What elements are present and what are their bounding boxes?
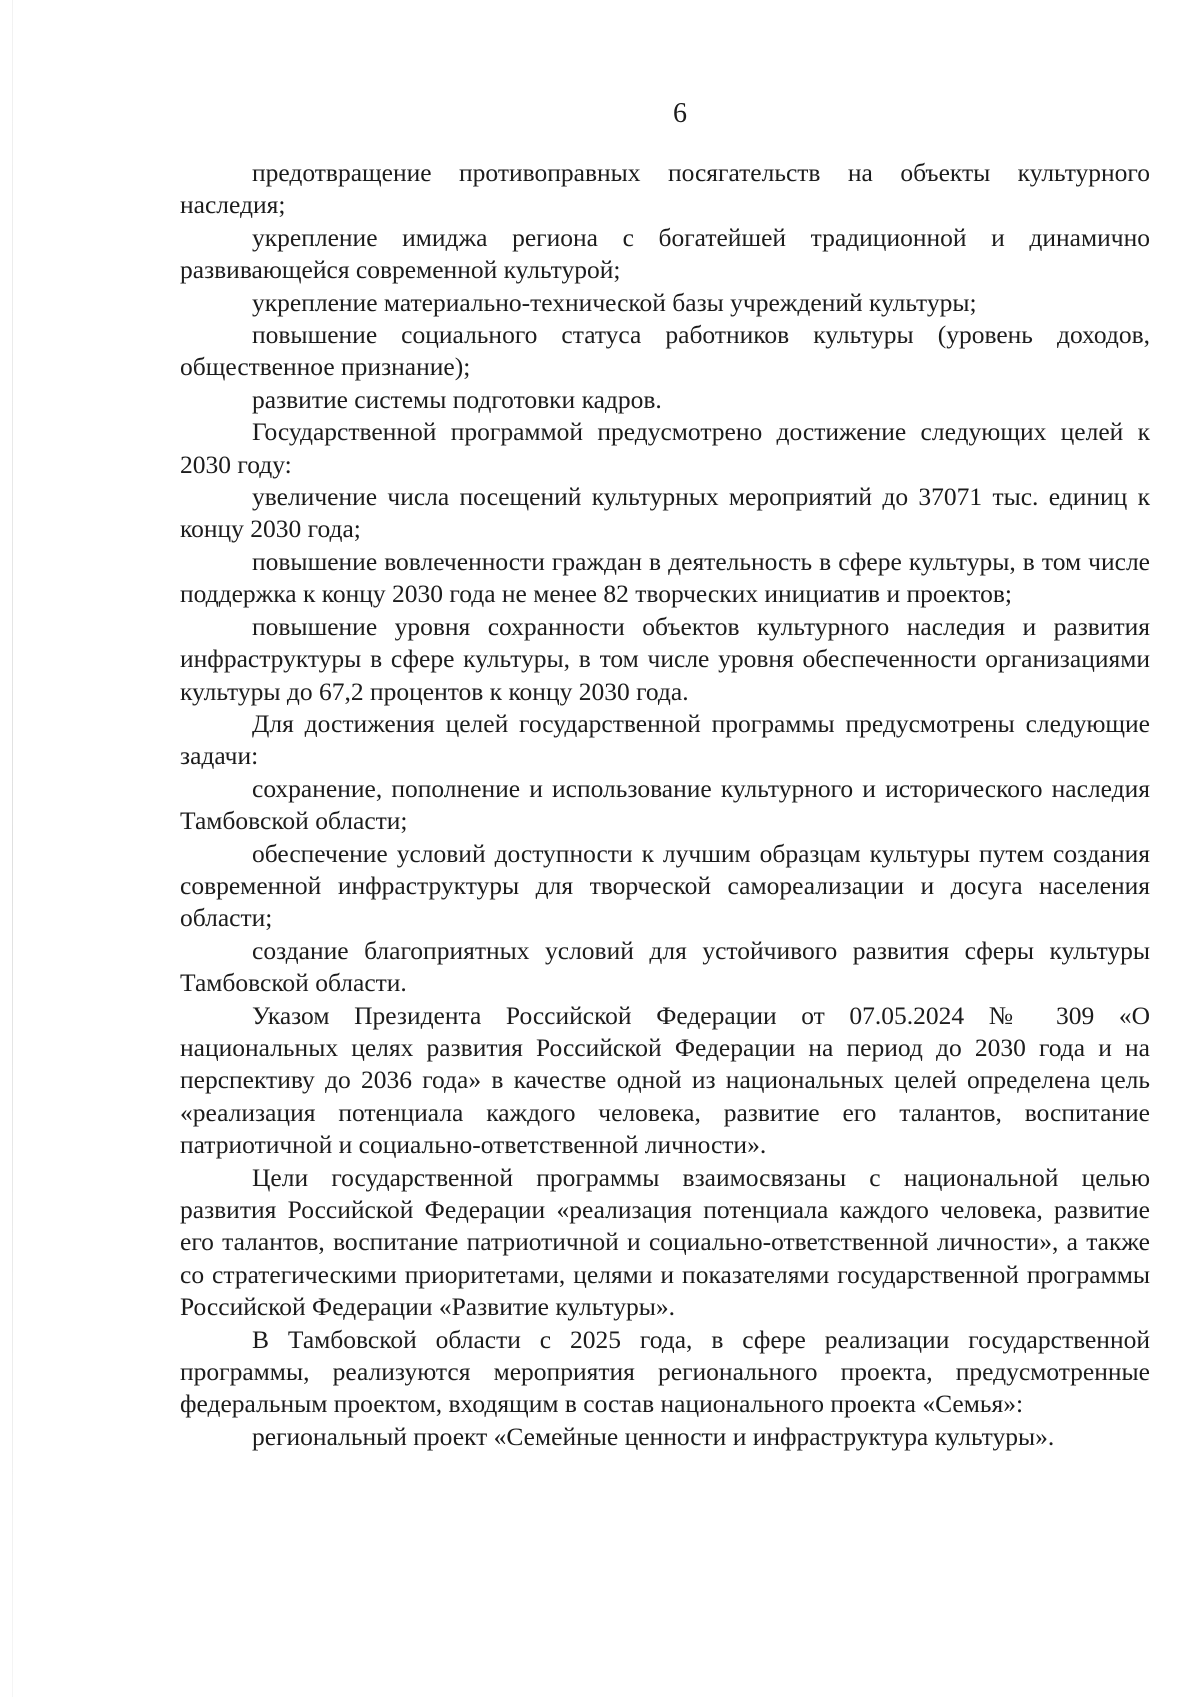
paragraph-15: Цели государственной программы взаимосвязаны с национальной целью развития Российской Федерации «реализация потенциала каждого человека, развитие его талантов, воспитание патриотичной и социально-ответственной личности», а также со стратегическими приоритетами, целями и показателями государственной программы Российской Федерации «Развитие культуры».	[180, 1162, 1150, 1322]
document-body	[180, 157, 1150, 1453]
scan-edge-shadow	[12, 0, 13, 1697]
paragraph-10: Для достижения целей государственной программы предусмотрены следующие задачи:	[180, 708, 1150, 771]
paragraph-16: В Тамбовской области с 2025 года, в сфере реализации государственной программы, реализуются мероприятия регионального проекта, предусмотренные федеральным проектом, входящим в состав национального проекта «Семья»:	[180, 1324, 1150, 1419]
paragraph-13: создание благоприятных условий для устойчивого развития сферы культуры Тамбовской области.	[180, 935, 1150, 998]
paragraph-3: укрепление материально-технической базы учреждений культуры;	[252, 287, 977, 317]
paragraph-4: повышение социального статуса работников культуры (уровень доходов, общественное признание);	[180, 320, 1150, 382]
paragraph-9: повышение уровня сохранности объектов культурного наследия и развития инфраструктуры в сфере культуры, в том числе уровня обеспеченности организациями культуры до 67,2 процентов к концу 2030 года.	[180, 611, 1150, 706]
paragraph-2: укрепление имиджа региона с богатейшей традиционной и динамично развивающейся современной культурой;	[180, 222, 1150, 285]
paragraph-14: Указом Президента Российской Федерации от 07.05.2024 № 309 «О национальных целях развития Российской Федерации на период до 2030 года и на перспективу до 2036 года» в качестве одной из национальных целей определена цель «реализация потенциала каждого человека, развитие его талантов, воспитание патриотичной и социально-ответственной личности».	[180, 1000, 1150, 1160]
paragraph-8: повышение вовлеченности граждан в деятельность в сфере культуры, в том числе поддержка к концу 2030 года не менее 82 творческих инициатив и проектов;	[180, 546, 1150, 609]
paragraph-5: развитие системы подготовки кадров.	[252, 384, 662, 414]
paragraph-1: предотвращение противоправных посягательств на объекты культурного наследия;	[180, 158, 1150, 220]
paragraph-11: сохранение, пополнение и использование культурного и исторического наследия Тамбовской области;	[180, 773, 1150, 836]
paragraph-7: увеличение числа посещений культурных мероприятий до 37071 тыс. единиц к концу 2030 года;	[180, 482, 1150, 544]
paragraph-12: обеспечение условий доступности к лучшим образцам культуры путем создания современной инфраструктуры для творческой самореализации и досуга населения области;	[180, 838, 1150, 933]
page-number: 6	[673, 98, 687, 129]
paragraph-17: региональный проект «Семейные ценности и инфраструктура культуры».	[252, 1421, 1055, 1451]
paragraph-6: Государственной программой предусмотрено достижение следующих целей к 2030 году:	[180, 417, 1150, 479]
